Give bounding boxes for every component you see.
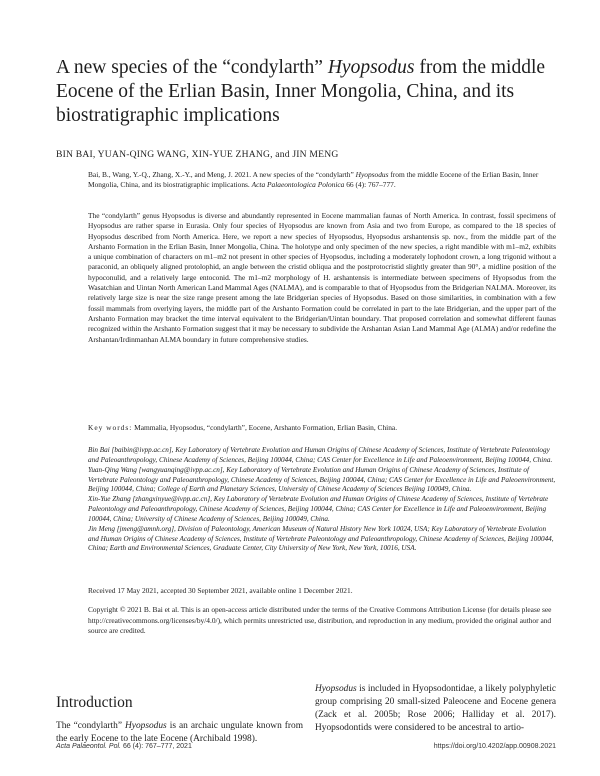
intro-right-column [315, 683, 556, 735]
affiliation-item: Bin Bai [baibin@ivpp.ac.cn], Key Laboratory of Vertebrate Evolution and Human Origins of Chinese Academy of Sciences, Institute of Vertebrate Paleontology and Paleoanthropology, Chinese Academy of Sciences, Beijing 100044, China; CAS Center for Excellence in Life and Paleoenvironment, Beijing 100044, China. [88, 446, 553, 464]
footer-journal: Acta Palaeontol. Pol. [56, 743, 121, 750]
title-part2: from the middle Eocene of the Erlian Basin, Inner Mongolia, China, and its biostratigraphic implications [56, 57, 546, 126]
title-part1: A new species of the “condylarth” [56, 57, 328, 78]
footer-volume: 66 (4): 767–777, 2021 [121, 743, 192, 750]
citation-post: 66 (4): 767–777. [344, 180, 396, 190]
affiliation-item: Xin-Yue Zhang [zhangxinyue@ivpp.ac.cn], Key Laboratory of Vertebrate Evolution and Human Origins of Chinese Academy of Sciences, Institute of Vertebrate Paleontology and Paleoanthropology, Chinese Academy of Sciences, Beijing 100044, China; CAS Center for Excellence in Life and Paleoenvironment, Beijing 100044, China; University of Chinese Academy of Sciences, Beijing 100049, China. [88, 495, 549, 523]
affiliation-item: Yuan-Qing Wang [wangyuanqing@ivpp.ac.cn], Key Laboratory of Vertebrate Evolution and Human Origins of Chinese Academy of Sciences, Institute of Vertebrate Paleontology and Paleoanthropology, Chinese Academy of Sciences, Beijing 100044, China; CAS Center for Excellence in Life and Paleoenvironment, Beijing 100044, China; College of Earth and Planetary Sciences, University of Chinese Academy of Sciences Beijing 100049, China. [88, 465, 556, 494]
keywords [88, 423, 556, 433]
keywords-label: Key words: [88, 423, 133, 432]
footer-citation [56, 743, 192, 750]
citation-mid: from the middle Eocene of the Erlian Basin, Inner Mongolia, China, and its biostratigraphic implications. [88, 170, 539, 190]
citation-genus: Hyopsodus [355, 170, 389, 179]
intro-left-post: is an archaic ungulate known from the early Eocene to the late Eocene (Archibald 1998). [56, 721, 303, 744]
keywords-text: Mammalia, Hyopsodus, “condylarth”, Eocene, Arshanto Formation, Erlian Basin, China. [132, 423, 398, 432]
citation-journal: Acta Palaeontologica Polonica [251, 180, 345, 190]
citation-pre: Bai, B., Wang, Y.-Q., Zhang, X.-Y., and Meng, J. 2021. A new species of the “condylarth” [88, 170, 356, 179]
copyright-notice: Copyright © 2021 B. Bai et al. This is an open-access article distributed under the terms of the Creative Commons Attribution License (for details please see http://creativecommons.org/licenses/by/4.0/), which permits unrestricted use, distribution, and reproduction in any medium, provided the original author and source are credited. [88, 605, 552, 636]
abstract: The “condylarth” genus Hyopsodus is diverse and abundantly represented in Eocene mammalian faunas of North America. In contrast, fossil specimens of Hyopsodus are rather sparse in Eurasia. Only four species of Hyopsodus are known from Asia and two from Europe, as compared to the 18 species of Hyopsodus described from North America. Here, we report a new species of Hyopsodus, Hyopsodus arshantensis sp. nov., from the middle part of the Arshanto Formation in the Erlian Basin, Inner Mongolia, China. The holotype and only specimen of the new species, a right mandible with m1–m2, exhibits a unique combination of characters on m1–m2 not present in other species of Hyopsodus, including a moderately lophodont crown, a long trigonid without a paraconid, an obliquely aligned protolophid, an angle between the cristid obliqua and the postprotocristid slightly greater than 90°, a midline position of the hypoconulid, and a relatively large entoconid. The m1–m2 morphology of H. arshantensis is intermediate between specimens of Hyopsodus from the Wasatchian and Uintan North American Land Mammal Ages (NALMA), and is comparable to that of Hyopsodus from the Bridgerian NALMA. Moreover, its relatively large size is near the size range present among the late Bridgerian species of Hyopsodus. Based on those similarities, in combination with a few fossil mammals from overlying layers, the middle part of the Arshanto Formation could be correlated in part to the late Bridgerian, and the upper part of the Arshanto Formation may bracket the time interval equivalent to the Bridgerian/Uintan boundary. That proposed correlation and somewhat different faunas recognized within the Arshanto Formation suggest that it may be necessary to subdivide the Arshantan Asian Land Mammal Age (ALMA) and/or redefine the Arshantan/Irdinmanhan ALMA boundary in future comprehensive studies. [88, 211, 556, 344]
title-genus: Hyopsodus [327, 57, 415, 78]
affiliations [88, 446, 556, 554]
intro-left-pre: The “condylarth” [56, 721, 126, 731]
article-dates: Received 17 May 2021, accepted 30 September 2021, available online 1 December 2021. [88, 586, 353, 595]
article-title [56, 56, 556, 128]
intro-right-text: is included in Hyopsodontidae, a likely polyphyletic group comprising 20 small-sized Paleocene and Eocene genera (Zack et al. 2005b; Rose 2006; Halliday et al. 2017). Hyopsodontids were considered to be ancestral to artio- [315, 684, 556, 733]
citation [88, 170, 556, 191]
intro-left-genus: Hyopsodus [125, 721, 167, 731]
section-heading-introduction: Introduction [56, 694, 133, 711]
author-list: BIN BAI, YUAN-QING WANG, XIN-YUE ZHANG, and JIN MENG [56, 149, 339, 160]
footer-doi-link[interactable]: https://doi.org/10.4202/app.00908.2021 [433, 743, 556, 750]
affiliation-item: Jin Meng [jmeng@amnh.org], Division of Paleontology, American Museum of Natural History New York 10024, USA; Key Laboratory of Vertebrate Evolution and Human Origins of Chinese Academy of Sciences, Institute of Vertebrate Paleontology and Paleoanthropology, Chinese Academy of Sciences, Beijing 100044, China; Earth and Environmental Sciences, Graduate Center, City University of New York, New York, 10016, USA. [88, 524, 554, 553]
intro-right-genus: Hyopsodus [315, 684, 357, 694]
